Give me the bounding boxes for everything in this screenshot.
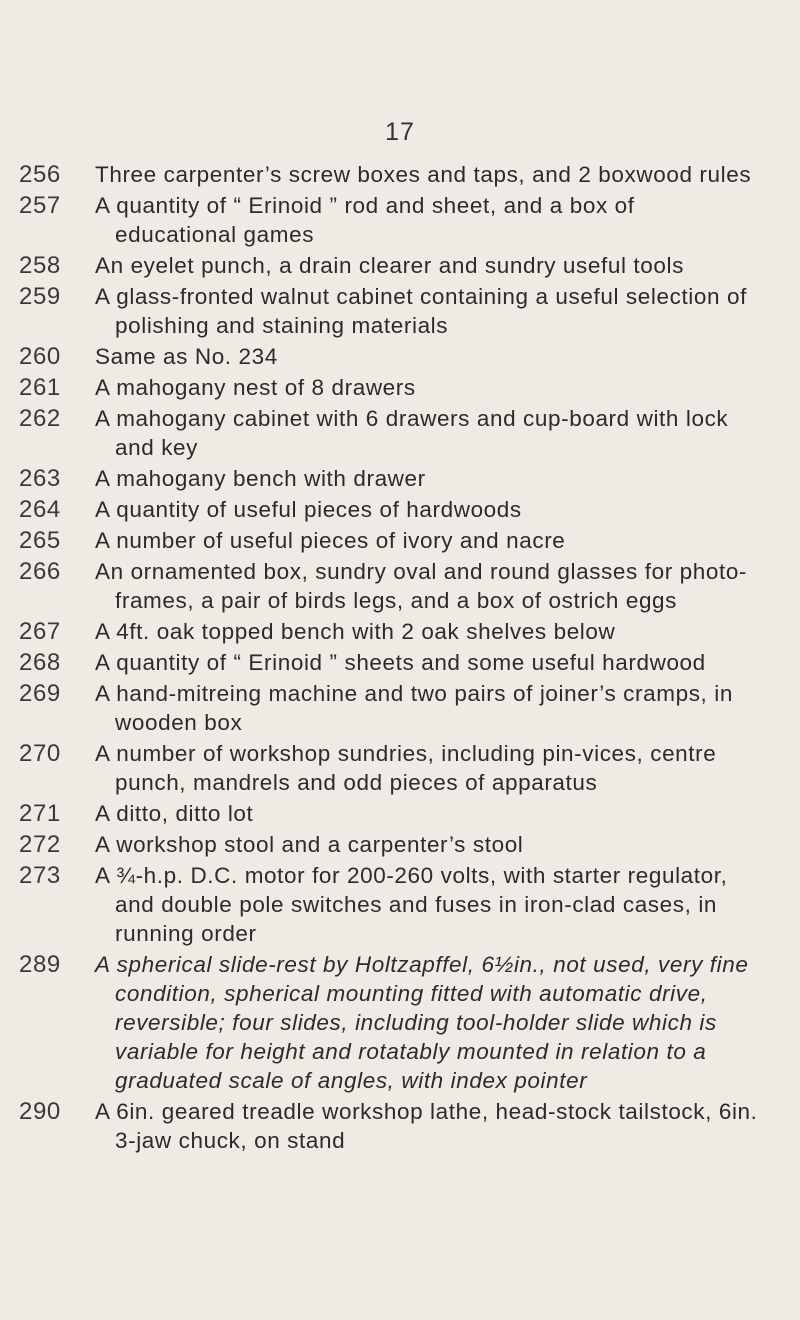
lot-description: A hand-mitreing machine and two pairs of joiner’s cramps, in wooden box xyxy=(95,681,733,735)
lot-description: Same as No. 234 xyxy=(95,344,278,369)
lot-description: A mahogany bench with drawer xyxy=(95,466,426,491)
lot-number: 271 xyxy=(19,800,61,827)
lot-number: 268 xyxy=(19,649,61,676)
lot-entry xyxy=(0,464,800,493)
lot-entry xyxy=(0,526,800,555)
lot-number: 289 xyxy=(19,951,61,978)
lot-entry xyxy=(0,739,800,797)
lot-description: A quantity of “ Erinoid ” sheets and some useful hardwood xyxy=(95,650,706,675)
lot-number: 273 xyxy=(19,862,61,889)
lot-number: 257 xyxy=(19,192,61,219)
lot-description: An eyelet punch, a drain clearer and sundry useful tools xyxy=(95,253,684,278)
lot-number: 260 xyxy=(19,343,61,370)
lot-description: A number of workshop sundries, including pin-vices, centre punch, mandrels and odd pieces of apparatus xyxy=(95,741,717,795)
lot-list xyxy=(0,160,800,1157)
lot-number: 261 xyxy=(19,374,61,401)
lot-entry xyxy=(0,495,800,524)
lot-number: 258 xyxy=(19,252,61,279)
lot-description: A ¾-h.p. D.C. motor for 200-260 volts, with starter regulator, and double pole switches and fuses in iron-clad cases, in running order xyxy=(95,863,728,946)
lot-entry xyxy=(0,557,800,615)
lot-description: A glass-fronted walnut cabinet containing a useful selection of polishing and staining materials xyxy=(95,284,747,338)
lot-entry xyxy=(0,950,800,1095)
lot-number: 290 xyxy=(19,1098,61,1125)
lot-entry xyxy=(0,342,800,371)
lot-number: 269 xyxy=(19,680,61,707)
lot-number: 264 xyxy=(19,496,61,523)
lot-description: A quantity of “ Erinoid ” rod and sheet, and a box of educational games xyxy=(95,193,635,247)
lot-description: An ornamented box, sundry oval and round glasses for photo-frames, a pair of birds legs, and a box of ostrich eggs xyxy=(95,559,748,613)
lot-number: 272 xyxy=(19,831,61,858)
lot-number: 267 xyxy=(19,618,61,645)
lot-number: 259 xyxy=(19,283,61,310)
lot-description: A 4ft. oak topped bench with 2 oak shelves below xyxy=(95,619,616,644)
lot-description: A quantity of useful pieces of hardwoods xyxy=(95,497,522,522)
lot-entry xyxy=(0,617,800,646)
lot-entry xyxy=(0,373,800,402)
page-number: 17 xyxy=(385,118,415,146)
lot-entry xyxy=(0,648,800,677)
lot-description: A ditto, ditto lot xyxy=(95,801,254,826)
lot-number: 262 xyxy=(19,405,61,432)
lot-number: 256 xyxy=(19,161,61,188)
lot-entry xyxy=(0,160,800,189)
lot-entry xyxy=(0,799,800,828)
lot-description: Three carpenter’s screw boxes and taps, and 2 boxwood rules xyxy=(95,162,752,187)
lot-description: A number of useful pieces of ivory and nacre xyxy=(95,528,566,553)
lot-entry xyxy=(0,282,800,340)
lot-description: A mahogany cabinet with 6 drawers and cup-board with lock and key xyxy=(95,406,729,460)
lot-number: 263 xyxy=(19,465,61,492)
lot-entry xyxy=(0,679,800,737)
lot-entry xyxy=(0,861,800,948)
lot-entry xyxy=(0,191,800,249)
lot-entry xyxy=(0,830,800,859)
lot-entry xyxy=(0,251,800,280)
lot-number: 266 xyxy=(19,558,61,585)
lot-description: A mahogany nest of 8 drawers xyxy=(95,375,416,400)
lot-description: A workshop stool and a carpenter’s stool xyxy=(95,832,524,857)
lot-entry xyxy=(0,1097,800,1155)
lot-description: A spherical slide-rest by Holtzapffel, 6½in., not used, very fine condition, spherical mounting fitted with automatic drive, reversible; four slides, including tool-holder slide which is variable for height and rotatably mounted in relation to a graduated scale of angles, with index pointer xyxy=(95,952,749,1093)
lot-description: A 6in. geared treadle workshop lathe, head-stock tailstock, 6in. 3-jaw chuck, on stand xyxy=(95,1099,758,1153)
lot-number: 270 xyxy=(19,740,61,767)
lot-entry xyxy=(0,404,800,462)
lot-number: 265 xyxy=(19,527,61,554)
